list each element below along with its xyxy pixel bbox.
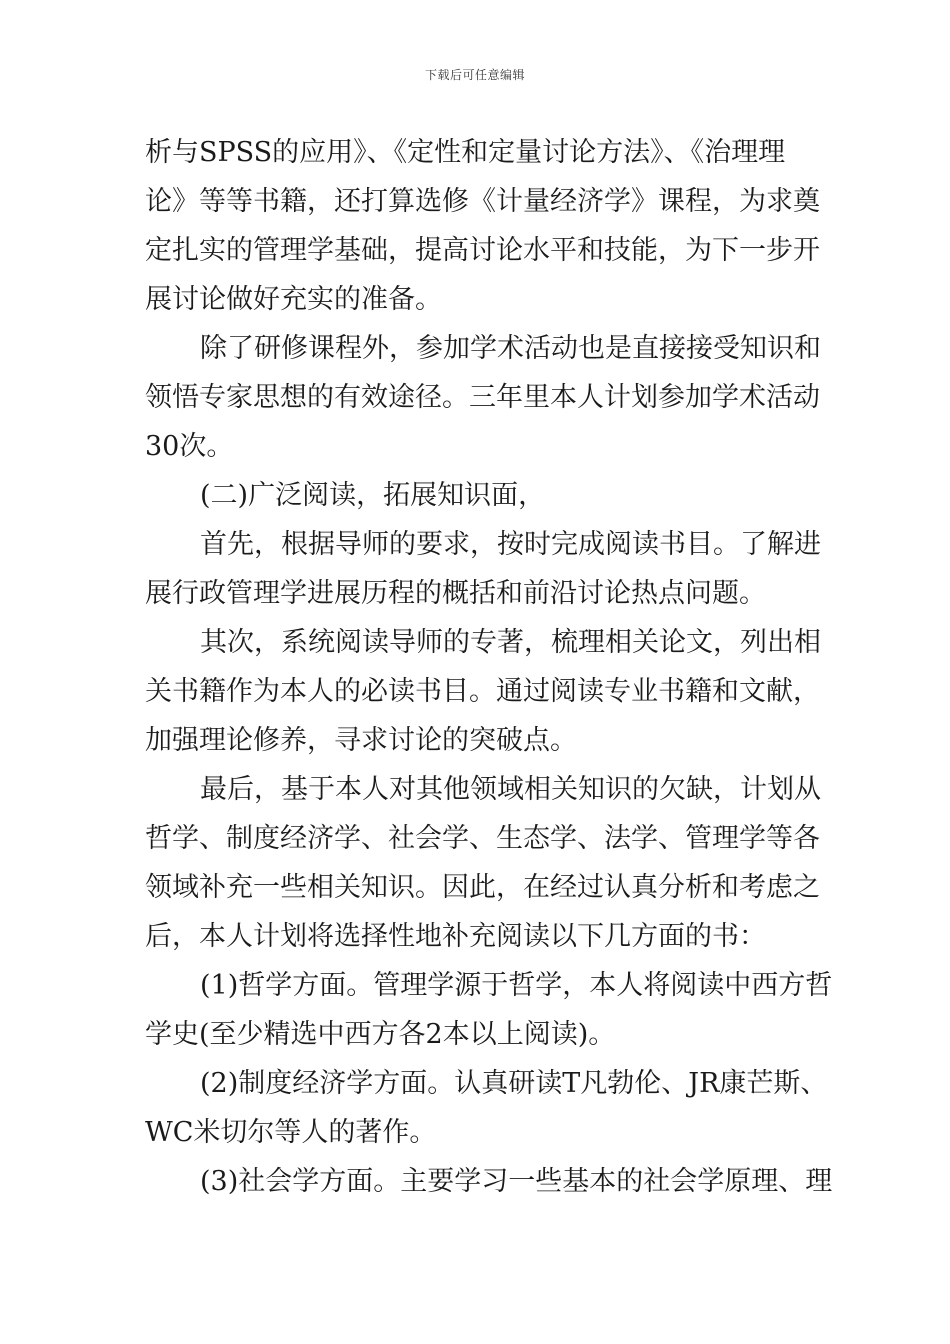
text-line: WC米切尔等人的著作。 bbox=[145, 1117, 437, 1148]
text-line: 展行政管理学进展历程的概括和前沿讨论热点问题。 bbox=[145, 578, 766, 609]
document-body bbox=[145, 128, 833, 1206]
list-item-first-line: (2)制度经济学方面。认真研读T凡勃伦、JR康芒斯、 bbox=[200, 1068, 828, 1099]
text-line: 领悟专家思想的有效途径。三年里本人计划参加学术活动 bbox=[145, 382, 820, 413]
paragraph-first-line: 其次，系统阅读导师的专著，梳理相关论文，列出相 bbox=[200, 627, 821, 658]
text-line: 学史(至少精选中西方各2本以上阅读)。 bbox=[145, 1019, 616, 1050]
text-line: 析与SPSS的应用》、《定性和定量讨论方法》、《治理理 bbox=[145, 137, 786, 168]
list-item-first-line: (3)社会学方面。主要学习一些基本的社会学原理、理 bbox=[200, 1166, 833, 1197]
page-header: 下载后可任意编辑 bbox=[424, 68, 525, 82]
text-line: 关书籍作为本人的必读书目。通过阅读专业书籍和文献， bbox=[145, 676, 820, 707]
text-line: 30次。 bbox=[145, 431, 234, 462]
paragraph-first-line: 除了研修课程外，参加学术活动也是直接接受知识和 bbox=[200, 333, 821, 364]
text-line: 领域补充一些相关知识。因此，在经过认真分析和考虑之 bbox=[145, 872, 820, 903]
text-line: 哲学、制度经济学、社会学、生态学、法学、管理学等各 bbox=[145, 823, 820, 854]
text-line: 论》等等书籍，还打算选修《计量经济学》课程，为求奠 bbox=[145, 186, 820, 217]
text-line: 定扎实的管理学基础，提高讨论水平和技能，为下一步开 bbox=[145, 235, 820, 266]
text-line: 后，本人计划将选择性地补充阅读以下几方面的书： bbox=[145, 921, 766, 952]
text-line: 加强理论修养，寻求讨论的突破点。 bbox=[145, 725, 577, 756]
paragraph-first-line: 最后，基于本人对其他领域相关知识的欠缺，计划从 bbox=[200, 774, 821, 805]
section-heading: (二)广泛阅读，拓展知识面， bbox=[200, 480, 546, 511]
list-item-first-line: (1)哲学方面。管理学源于哲学，本人将阅读中西方哲 bbox=[200, 970, 833, 1001]
text-line: 展讨论做好充实的准备。 bbox=[145, 284, 442, 315]
paragraph-first-line: 首先，根据导师的要求，按时完成阅读书目。了解进 bbox=[200, 529, 821, 560]
